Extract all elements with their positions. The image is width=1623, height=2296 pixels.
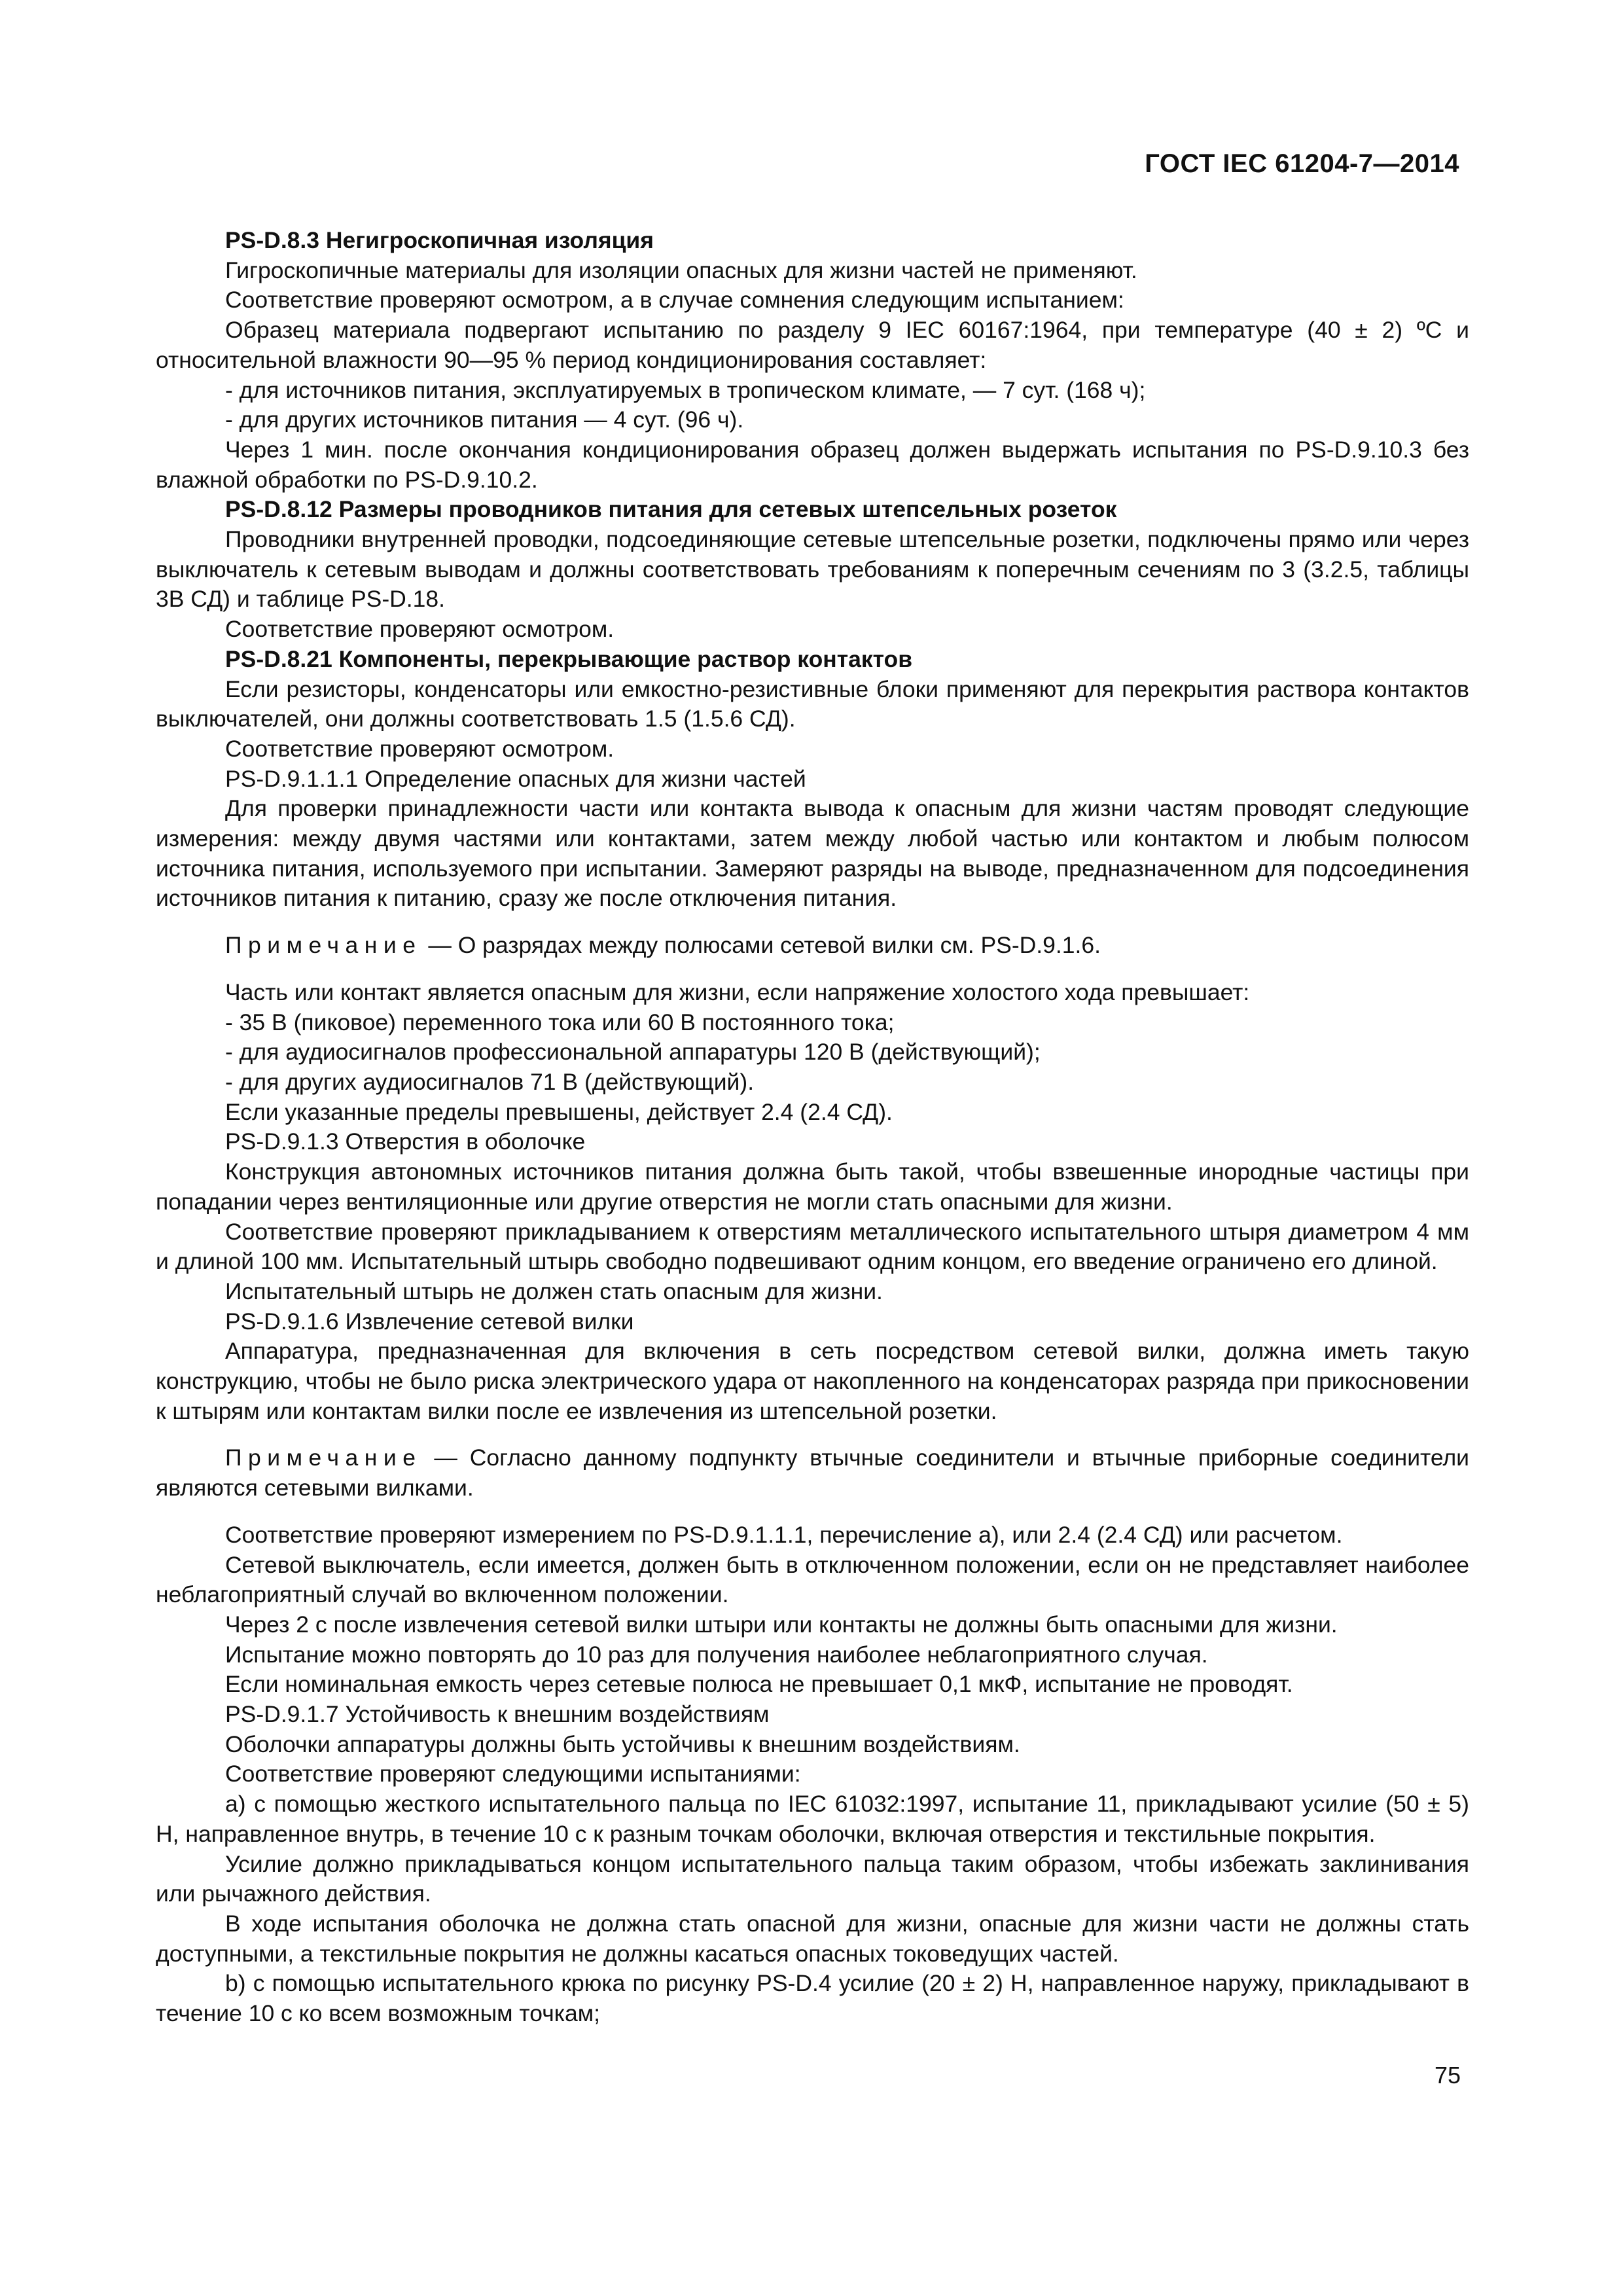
subsection-heading: PS-D.9.1.7 Устойчивость к внешним воздействиям	[225, 1701, 770, 1728]
paragraph: Для проверки принадлежности части или контакта вывода к опасным для жизни частям проводят следующие измерения: между двумя частями или контактами, затем между любой частью или контактом и любым полюсом источника питания, используемого при испытании. Замеряют разряды на выводе, предназначенном для подсоединения источников питания к питанию, сразу же после отключения питания.	[156, 795, 1469, 912]
subsection-heading: PS-D.9.1.1.1 Определение опасных для жизни частей	[225, 765, 806, 792]
paragraph: В ходе испытания оболочка не должна стать опасной для жизни, опасные для жизни части не должны стать доступными, а текстильные покрытия не должны касаться опасных токоведущих частей.	[156, 1910, 1469, 1967]
page-body	[156, 226, 1469, 2029]
note-text: — Согласно данному подпункту втычные соединители и втычные приборные соединители являются сетевыми вилками.	[156, 1444, 1469, 1501]
paragraph: Через 2 с после извлечения сетевой вилки штыри или контакты не должны быть опасными для жизни.	[225, 1611, 1338, 1638]
paragraph: Если резисторы, конденсаторы или емкостно-резистивные блоки применяют для перекрытия раствора контактов выключателей, они должны соответствовать 1.5 (1.5.6 СД).	[156, 675, 1469, 732]
section-heading: PS-D.8.3 Негигроскопичная изоляция	[225, 227, 654, 253]
paragraph: Сетевой выключатель, если имеется, должен быть в отключенном положении, если он не представляет наиболее неблагоприятный случай во включенном положении.	[156, 1551, 1469, 1608]
note	[156, 931, 1469, 961]
paragraph: Оболочки аппаратуры должны быть устойчивы к внешним воздействиям.	[225, 1731, 1020, 1757]
paragraph: Образец материала подвергают испытанию по разделу 9 IEC 60167:1964, при температуре (40 ± 2) ºC и относительной влажности 90—95 % период кондиционирования составляет:	[156, 317, 1469, 373]
list-item: - для аудиосигналов профессиональной аппаратуры 120 В (действующий);	[225, 1039, 1041, 1066]
list-item: - для источников питания, эксплуатируемых в тропическом климате, — 7 сут. (168 ч);	[225, 376, 1146, 403]
paragraph: Соответствие проверяют прикладыванием к отверстиям металлического испытательного штыря диаметром 4 мм и длиной 100 мм. Испытательный штырь свободно подвешивают одним концом, его введение ограничено его длиной.	[156, 1218, 1469, 1275]
paragraph: Испытательный штырь не должен стать опасным для жизни.	[225, 1278, 883, 1304]
paragraph: Через 1 мин. после окончания кондиционирования образец должен выдержать испытания по PS-D.9.10.3 без влажной обработки по PS-D.9.10.2.	[156, 436, 1469, 493]
list-item: - для других аудиосигналов 71 В (действующий).	[225, 1068, 755, 1095]
paragraph: Соответствие проверяют измерением по PS-D.9.1.1.1, перечисление а), или 2.4 (2.4 СД) или расчетом.	[225, 1521, 1343, 1548]
list-item: - 35 В (пиковое) переменного тока или 60 В постоянного тока;	[225, 1009, 895, 1035]
paragraph: Если указанные пределы превышены, действует 2.4 (2.4 СД).	[225, 1098, 893, 1125]
note-label: Примечание	[225, 932, 422, 959]
list-item: - для других источников питания — 4 сут. (96 ч).	[225, 406, 744, 433]
paragraph: Часть или контакт является опасным для жизни, если напряжение холостого хода превышает:	[225, 978, 1250, 1005]
section-heading: PS-D.8.21 Компоненты, перекрывающие раствор контактов	[225, 645, 913, 672]
note-label: Примечание	[225, 1444, 422, 1471]
paragraph: Гигроскопичные материалы для изоляции опасных для жизни частей не применяют.	[225, 257, 1137, 283]
paragraph: Соответствие проверяют осмотром.	[225, 616, 615, 643]
list-item: b) с помощью испытательного крюка по рисунку PS-D.4 усилие (20 ± 2) Н, направленное наружу, прикладывают в течение 10 с ко всем возможным точкам;	[156, 1970, 1469, 2027]
paragraph: Соответствие проверяют следующими испытаниями:	[225, 1761, 801, 1787]
paragraph: Проводники внутренней проводки, подсоединяющие сетевые штепсельные розетки, подключены прямо или через выключатель к сетевым выводам и должны соответствовать требованиям к поперечным сечениям по 3 (3.2.5, таблицы 3В СД) и таблице PS-D.18.	[156, 526, 1469, 613]
paragraph: Соответствие проверяют осмотром.	[225, 735, 615, 762]
page-number: 75	[1434, 2062, 1461, 2089]
note	[156, 1443, 1469, 1503]
document-header: ГОСТ IEC 61204-7—2014	[1145, 149, 1459, 178]
paragraph: Аппаратура, предназначенная для включения в сеть посредством сетевой вилки, должна иметь такую конструкцию, чтобы не было риска электрического удара от накопленного на конденсаторах разряда при прикосновении к штырям или контактам вилки после ее извлечения из штепсельной розетки.	[156, 1338, 1469, 1424]
paragraph: Конструкция автономных источников питания должна быть такой, чтобы взвешенные инородные частицы при попадании через вентиляционные или другие отверстия не могли стать опасными для жизни.	[156, 1158, 1469, 1215]
paragraph: Соответствие проверяют осмотром, а в случае сомнения следующим испытанием:	[225, 287, 1124, 314]
list-item: a) с помощью жесткого испытательного пальца по IEC 61032:1997, испытание 11, прикладывают усилие (50 ± 5) Н, направленное внутрь, в течение 10 с к разным точкам оболочки, включая отверстия и текстильные покрытия.	[156, 1791, 1469, 1847]
paragraph: Испытание можно повторять до 10 раз для получения наиболее неблагоприятного случая.	[225, 1641, 1208, 1668]
subsection-heading: PS-D.9.1.6 Извлечение сетевой вилки	[225, 1308, 634, 1335]
note-text: — О разрядах между полюсами сетевой вилки см. PS-D.9.1.6.	[421, 932, 1101, 959]
paragraph: Усилие должно прикладываться концом испытательного пальца таким образом, чтобы избежать заклинивания или рычажного действия.	[156, 1850, 1469, 1907]
paragraph: Если номинальная емкость через сетевые полюса не превышает 0,1 мкФ, испытание не проводят.	[225, 1671, 1293, 1698]
section-heading: PS-D.8.12 Размеры проводников питания для сетевых штепсельных розеток	[225, 496, 1117, 523]
subsection-heading: PS-D.9.1.3 Отверстия в оболочке	[225, 1128, 586, 1155]
